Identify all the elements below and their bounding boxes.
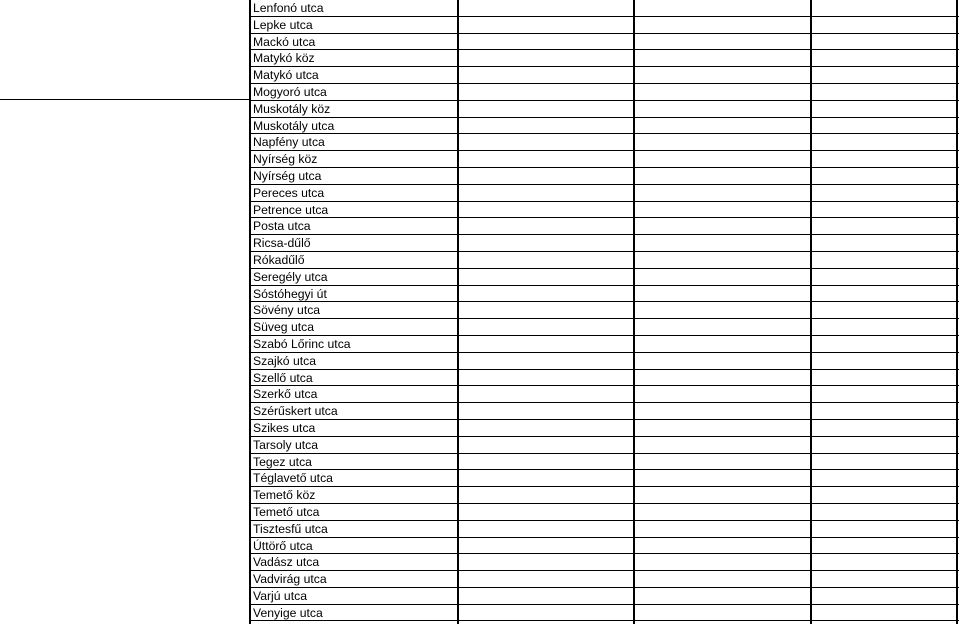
table-row — [250, 185, 959, 202]
table-row — [250, 252, 959, 269]
table-row — [250, 420, 959, 437]
street-name-cell: Sóstóhegyi út — [253, 286, 327, 301]
street-name-cell: Nyírség utca — [253, 168, 322, 183]
street-name-cell: Vadvirág utca — [253, 572, 327, 587]
street-name-cell: Szellő utca — [253, 370, 313, 385]
street-name-cell: Temető utca — [253, 504, 320, 519]
street-name-cell: Tarsoly utca — [253, 437, 319, 452]
street-name-cell: Nyírség köz — [253, 152, 318, 167]
street-name-cell: Szabó Lőrinc utca — [253, 336, 351, 351]
street-name-cell: Süveg utca — [253, 320, 314, 335]
table-row — [250, 571, 959, 588]
table-row — [250, 336, 959, 353]
table-row — [250, 302, 959, 319]
street-name-cell: Tisztesfű utca — [253, 521, 328, 536]
column-border-right — [956, 0, 958, 624]
table-row — [250, 538, 959, 555]
street-name-cell: Lepke utca — [253, 17, 313, 32]
street-name-cell: Matykó utca — [253, 68, 319, 83]
table-row — [250, 67, 959, 84]
street-name-cell: Szerkő utca — [253, 387, 318, 402]
table-row — [250, 17, 959, 34]
column-border-left — [249, 0, 251, 624]
table-row — [250, 521, 959, 538]
street-name-cell: Szérűskert utca — [253, 404, 338, 419]
table-row — [250, 84, 959, 101]
street-name-cell: Napfény utca — [253, 135, 325, 150]
street-name-cell: Posta utca — [253, 219, 311, 234]
table-row — [250, 454, 959, 471]
street-name-cell: Úttörő utca — [253, 538, 313, 553]
street-name-cell: Téglavető utca — [253, 471, 333, 486]
table-row — [250, 235, 959, 252]
table-row — [250, 50, 959, 67]
street-name-cell: Muskotály utca — [253, 118, 335, 133]
table-row — [250, 168, 959, 185]
street-name-cell: Sövény utca — [253, 303, 321, 318]
street-name-cell: Venyige utca — [253, 605, 323, 620]
table-row — [250, 118, 959, 135]
column-border-2 — [457, 0, 459, 624]
table-row — [250, 202, 959, 219]
table-row — [250, 386, 959, 403]
table-row — [250, 437, 959, 454]
street-name-cell: Szajkó utca — [253, 353, 317, 368]
street-name-cell: Muskotály köz — [253, 101, 331, 116]
street-name-cell: Mogyoró utca — [253, 84, 327, 99]
column-border-3 — [633, 0, 635, 624]
street-name-cell: Varjú utca — [253, 588, 307, 603]
street-name-cell: Lenfonó utca — [253, 1, 324, 15]
table-row — [250, 554, 959, 571]
table-row — [250, 605, 959, 622]
street-name-cell: Szikes utca — [253, 420, 316, 435]
table-row — [250, 101, 959, 118]
table-row — [250, 370, 959, 387]
table-row — [250, 34, 959, 51]
street-name-cell: Petrence utca — [253, 202, 329, 217]
table-row — [250, 319, 959, 336]
street-list — [250, 0, 959, 621]
street-name-cell: Seregély utca — [253, 269, 328, 284]
table-row — [250, 504, 959, 521]
table-row — [250, 0, 959, 17]
street-name-cell: Tegez utca — [253, 454, 312, 469]
street-name-cell: Rókadűlő — [253, 252, 305, 267]
table-row — [250, 151, 959, 168]
column-border-4 — [810, 0, 812, 624]
table-row — [250, 218, 959, 235]
table-row — [250, 470, 959, 487]
table-row — [250, 487, 959, 504]
street-name-cell: Matykó köz — [253, 51, 315, 66]
street-name-cell: Mackó utca — [253, 34, 316, 49]
table-row — [250, 403, 959, 420]
table-row — [250, 286, 959, 303]
left-empty-cell — [0, 0, 250, 100]
street-name-cell: Vadász utca — [253, 555, 320, 570]
table-row — [250, 134, 959, 151]
table-row — [250, 588, 959, 605]
table-row — [250, 353, 959, 370]
table-row — [250, 269, 959, 286]
street-name-cell: Ricsa-dűlő — [253, 236, 311, 251]
street-name-cell: Temető köz — [253, 488, 316, 503]
street-name-cell: Pereces utca — [253, 185, 325, 200]
